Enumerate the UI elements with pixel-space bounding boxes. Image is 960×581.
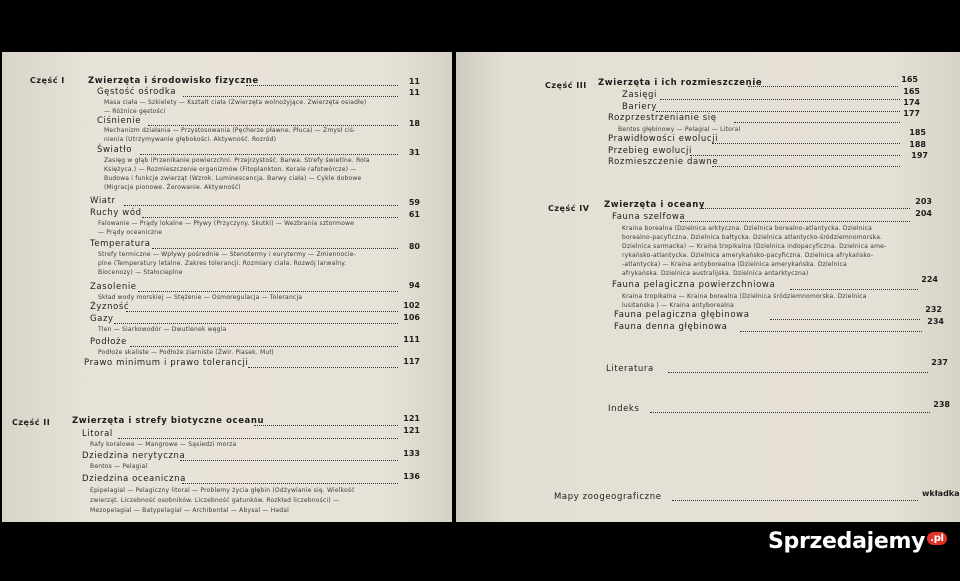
toc-entry: Indeks: [608, 404, 640, 414]
page-number: 80: [408, 242, 420, 251]
watermark-text: Sprzedajemy: [768, 529, 926, 554]
toc-subentry: Tlen — Siarkowodór — Dwutlenek węgla: [98, 326, 227, 333]
page-number: 18: [408, 119, 420, 128]
page-number: 177: [903, 109, 920, 118]
toc-subentry: Kraina borealna (Dzielnica arktyczna. Dzielnica borealno-atlantycka. Dzielnica: [622, 225, 872, 232]
toc-entry: Ciśnienie: [97, 116, 142, 126]
toc-subentry: Bentos głębinowy — Pelagial — Litoral: [618, 126, 741, 133]
toc-entry: Żyzność: [90, 302, 130, 312]
toc-subentry: — Różnice gęstości: [104, 108, 166, 115]
page-number: 224: [921, 275, 938, 284]
toc-subentry: rykańsko-atlantycka. Dzielnica amerykańsko-pacyficzna. Dzielnica afrykańsko-: [622, 252, 874, 259]
toc-subentry: Biocenozy) — Stałocieplne: [98, 269, 183, 276]
toc-subentry: afrykańska. Dzielnica australijska. Dzielnica antarktyczna): [622, 270, 809, 277]
toc-entry: Rozmieszczenie dawne: [608, 157, 719, 167]
toc-subentry: lusitańska ) — Kraina antyborealna: [622, 302, 734, 309]
watermark-logo: [768, 529, 947, 554]
page-number: wkładka: [922, 489, 960, 498]
toc-entry: Literatura: [606, 364, 654, 374]
page-number: 234: [927, 317, 944, 326]
toc-subentry: Masa ciała — Szkielety — Kształt ciała (Zwierzęta wolnożyjące. Zwierzęta osiadłe): [104, 99, 367, 106]
toc-entry: Temperatura: [90, 239, 151, 249]
page-number: 117: [403, 357, 420, 366]
book-spine: [450, 52, 458, 522]
toc-entry: Zasolenie: [90, 282, 137, 292]
toc-subentry: nienia (Utrzymywanie głębokości. Aktywność. Rozród): [104, 136, 277, 143]
page-number: 165: [903, 87, 920, 96]
toc-entry: Ruchy wód: [90, 208, 142, 218]
toc-entry: Gazy: [90, 314, 114, 324]
toc-subentry: -atlantycka) — Kraina antyborealna (Dzielnica amerykańska. Dzielnica: [622, 261, 847, 268]
page-number: 165: [901, 75, 918, 84]
part-label: Część IV: [548, 204, 590, 213]
page-number: 238: [933, 400, 950, 409]
toc-subentry: Zasięg w głąb (Przenikanie powierzchni. Przejrzystość. Barwa. Strefy świetlne. Rola: [104, 157, 370, 164]
toc-subentry: Strefy termiczne — Wpływy pośrednie — Stenotermy i eurytermy — Zmiennocie-: [98, 251, 357, 258]
toc-entry: Litoral: [82, 429, 113, 439]
page-number: 102: [403, 301, 420, 310]
page-number: 174: [903, 98, 920, 107]
page-number: 121: [403, 426, 420, 435]
toc-entry: Fauna pelagiczna powierzchniowa: [612, 280, 776, 290]
page-number: 203: [915, 197, 932, 206]
toc-subentry: Rafy koralowe — Mangrowe — Sąsiedzi morza: [90, 441, 237, 448]
page-number: 111: [403, 335, 420, 344]
toc-subentry: Dzielnica sarmacka) — Kraina tropikalna (Dzielnica indopacyficzna. Dzielnica ame-: [622, 243, 887, 250]
part-label: Część III: [545, 81, 587, 90]
toc-subentry: Mezopelagial — Batypelagial — Archibental — Abysal — Hadal: [90, 507, 290, 514]
part-title: Zwierzęta i oceany: [604, 200, 706, 210]
toc-entry: Fauna szelfowa: [612, 212, 686, 222]
page-number: 188: [909, 140, 926, 149]
page-number: 61: [408, 210, 420, 219]
toc-subentry: zwierząt. Liczebność osobników. Liczebność gatunków. Rozkład liczebności) —: [90, 497, 340, 504]
page-number: 136: [403, 472, 420, 481]
page-number: 106: [403, 313, 420, 322]
left-page: [2, 52, 452, 522]
part-title: Zwierzęta i środowisko fizyczne: [88, 76, 259, 86]
page-number: 197: [911, 151, 928, 160]
toc-subentry: (Migracje pionowe. Żerowanie. Aktywność): [104, 184, 241, 191]
toc-entry: Dziedzina oceaniczna: [82, 474, 186, 484]
toc-entry: Mapy zoogeograficzne: [554, 492, 662, 502]
toc-entry: Wiatr: [90, 196, 116, 206]
page-number: 31: [408, 148, 420, 157]
toc-entry: Dziedzina nerytyczna: [82, 451, 186, 461]
toc-entry: Fauna denna głębinowa: [614, 322, 728, 332]
toc-subentry: — Prądy oceaniczne: [98, 229, 163, 236]
toc-entry: Przebieg ewolucji: [608, 146, 692, 156]
toc-subentry: Budowa i funkcje zwierząt (Wzrok. Luminescencja. Barwy ciała) — Cykle dobowe: [104, 175, 362, 182]
toc-subentry: Księżyca.) — Rozmieszczenie organizmów (Fitoplankton. Korale rafotwórcze) —: [104, 166, 357, 173]
toc-entry: Fauna pelagiczna głębinowa: [614, 310, 750, 320]
toc-entry: Prawo minimum i prawo tolerancji: [84, 358, 249, 368]
toc-subentry: plne (Temperatury letalne. Zakres tolerancji. Rozmiary ciała. Rozwój larwalny.: [98, 260, 347, 267]
page-number: 59: [408, 198, 420, 207]
page-number: 204: [915, 209, 932, 218]
part-title: Zwierzęta i strefy biotyczne oceanu: [72, 416, 265, 426]
part-label: Część I: [30, 76, 65, 85]
watermark-tld: .pl: [927, 532, 947, 545]
toc-subentry: Podłoże skaliste — Podłoże ziarniste (Żwir. Piasek. Muł): [98, 349, 274, 356]
page-number: 11: [408, 88, 420, 97]
toc-entry: Bariery: [622, 102, 657, 112]
page-number: 232: [925, 305, 942, 314]
part-title: Zwierzęta i ich rozmieszczenie: [598, 78, 763, 88]
toc-entry: Podłoże: [90, 337, 127, 347]
page-number: 185: [909, 128, 926, 137]
toc-entry: Rozprzestrzenianie się: [608, 113, 717, 123]
toc-subentry: Falowanie — Prądy lokalne — Pływy (Przyczyny. Skutki) — Wezbrania sztormowe: [98, 220, 355, 227]
page-number: 237: [931, 358, 948, 367]
toc-subentry: Skład wody morskiej — Stężenie — Osmoregulacja — Tolerancja: [98, 294, 303, 301]
toc-entry: Światło: [97, 145, 133, 155]
toc-subentry: borealno-pacyficzna. Dzielnica bałtycka. Dzielnica atlantycko-śródziemnomorska.: [622, 234, 883, 241]
toc-entry: Zasięgi: [622, 90, 658, 100]
page-number: 133: [403, 449, 420, 458]
toc-subentry: Epipelagial — Pelagiczny litoral — Problemy życia głębin (Odżywianie się. Wielkość: [90, 487, 355, 494]
toc-subentry: Bentos — Pelagial: [90, 463, 148, 470]
toc-subentry: Mechanizm działania — Przystosowania (Pęcherze pławne. Płuca) — Zmysł ciś-: [104, 127, 356, 134]
page-number: 11: [408, 77, 420, 86]
part-label: Część II: [12, 418, 51, 427]
toc-subentry: Kraina tropikalna — Kraina borealna (Dzielnica śródziemnomorska. Dzielnica: [622, 293, 867, 300]
toc-entry: Prawidłowości ewolucji: [608, 134, 719, 144]
toc-entry: Gęstość ośrodka: [97, 87, 177, 97]
page-number: 94: [408, 281, 420, 290]
page-number: 121: [403, 414, 420, 423]
